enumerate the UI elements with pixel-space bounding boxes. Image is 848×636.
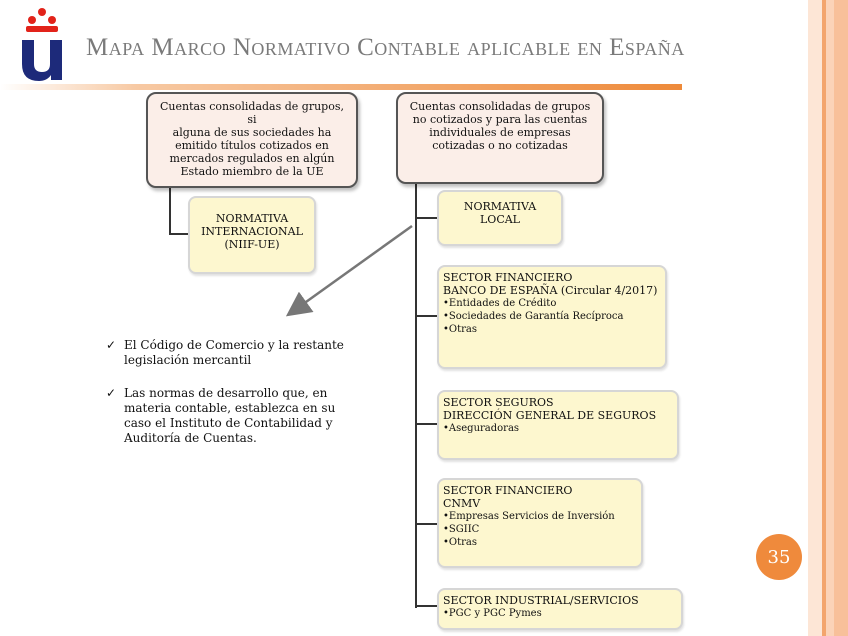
text-line: (NIIF-UE) bbox=[224, 238, 280, 251]
text-line: alguna de sus sociedades ha bbox=[172, 126, 332, 139]
bullet-list bbox=[106, 338, 366, 464]
box-consolidated-listed bbox=[146, 92, 358, 188]
page-number-badge: 35 bbox=[756, 534, 802, 580]
sector-subtitle: CNMV bbox=[443, 497, 481, 510]
box-unlisted-individual bbox=[396, 92, 604, 184]
box-sector-industrial bbox=[437, 588, 683, 630]
bullet-item bbox=[106, 386, 366, 446]
sector-title: SECTOR SEGUROS bbox=[443, 396, 554, 409]
box-normativa-internacional bbox=[188, 196, 316, 274]
sector-item: •Entidades de Crédito bbox=[443, 298, 557, 309]
text-line: emitido títulos cotizados en bbox=[175, 139, 329, 152]
text-line: NORMATIVA bbox=[215, 212, 289, 225]
sector-title: SECTOR INDUSTRIAL/SERVICIOS bbox=[443, 594, 639, 607]
sector-item: •Aseguradoras bbox=[443, 423, 520, 434]
sector-subtitle: BANCO DE ESPAÑA (Circular 4/2017) bbox=[443, 284, 658, 297]
sector-item: •SGIIC bbox=[443, 524, 480, 535]
text-line: LOCAL bbox=[480, 213, 520, 226]
check-icon: ✓ bbox=[106, 386, 117, 400]
sector-item: •PGC y PGC Pymes bbox=[443, 608, 542, 619]
text-line: individuales de empresas bbox=[429, 126, 571, 139]
sector-subtitle: DIRECCIÓN GENERAL DE SEGUROS bbox=[443, 409, 657, 422]
sector-item: •Empresas Servicios de Inversión bbox=[443, 511, 615, 522]
connector-left bbox=[170, 188, 190, 234]
bullet-text: Las normas de desarrollo que, en materia contable, establezca en su caso el Instituto de Contabilidad y Auditoría de Cuentas. bbox=[124, 386, 336, 445]
page-title: Mapa Marco Normativo Contable aplicable en España bbox=[86, 34, 685, 61]
box-sector-financiero-cnmv bbox=[437, 478, 643, 568]
text-line: cotizadas o no cotizadas bbox=[432, 139, 568, 152]
sector-item: •Otras bbox=[443, 537, 477, 548]
bullet-item bbox=[106, 338, 366, 368]
box-sector-seguros bbox=[437, 390, 679, 460]
text-line: INTERNACIONAL bbox=[201, 225, 303, 238]
sector-item: •Sociedades de Garantía Recíproca bbox=[443, 311, 624, 322]
text-line: NORMATIVA bbox=[463, 200, 537, 213]
sector-title: SECTOR FINANCIERO bbox=[443, 271, 573, 284]
bullet-text: El Código de Comercio y la restante legislación mercantil bbox=[124, 338, 344, 367]
sector-title: SECTOR FINANCIERO bbox=[443, 484, 573, 497]
text-line: Cuentas consolidadas de grupos bbox=[409, 100, 591, 113]
text-line: Cuentas consolidadas de grupos, si bbox=[160, 100, 344, 126]
text-line: Estado miembro de la UE bbox=[180, 165, 324, 178]
text-line: no cotizados y para las cuentas bbox=[412, 113, 588, 126]
check-icon: ✓ bbox=[106, 338, 117, 352]
sector-item: •Otras bbox=[443, 324, 477, 335]
box-normativa-local bbox=[437, 190, 563, 246]
text-line: mercados regulados en algún bbox=[169, 152, 335, 165]
box-sector-financiero-bde bbox=[437, 265, 667, 369]
